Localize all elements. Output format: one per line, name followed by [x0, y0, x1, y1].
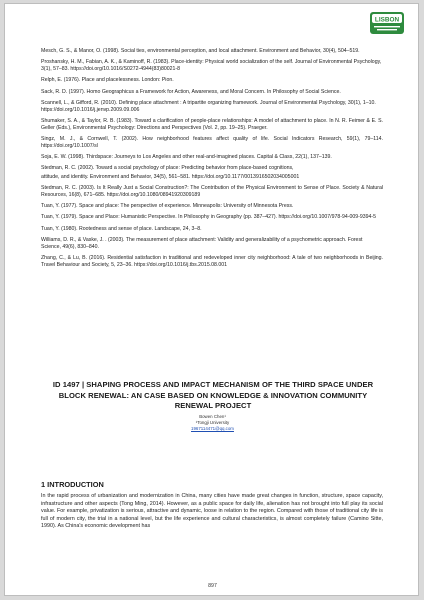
reference-line: attitude, and identity. Environment and Behavior, 34(5), 561–581. https://doi.org/10.1177/0013916502034005001 — [41, 173, 300, 180]
reference-entry: Scannell, L., & Gifford, R. (2010). Defining place attachment : A tripartite organizing framework. Journal of Environmental Psychology, 30(1), 1–10. https://doi.org/10.1016/j.jenvp.2009.09.006 — [41, 99, 376, 113]
author-name: Bowen Chen¹ — [199, 414, 226, 419]
page-number: 897 — [208, 583, 217, 589]
paper-title: ID 1497 | SHAPING PROCESS AND IMPACT MECHANISM OF THE THIRD SPACE UNDER BLOCK RENEWAL: AN CASE BASED ON KNOWLEDGE & INNOVATION COMMUNITY RENEWAL PROJECT — [52, 380, 374, 411]
section-body-text: In the rapid process of urbanization and modernization in China, many cities have made great changes in function, structure, space capacity, infrastructure and other aspects (Tong Ming, 2014). However, as a public space for daily life, alienation has not brought into full play its social value. For example, privatization is serious, attractive and dynamic, loose in relation to the region. Compared with those of traditional city life is full of modern city, the trial in a national level, but the life experience and cultural characteristics, is almost completely failure (Camino Sitte, 1990). As China's economic development has — [41, 493, 383, 530]
reference-entry: Proshansky, H. M., Fabian, A. K., & Kaminoff, R. (1983). Place-identity: Physical world socialization of the self. Journal of Environmental Psychology, 3(1), 57–83. https://doi.org/10.1016/S0272-4944(83)80021-8 — [41, 59, 382, 72]
reference-entry: Williams, D. R., & Vaske, J. . (2003). The measurement of place attachment: Validity and generalizability of a psychometric approach. Forest Science, 49(6), 830–840. — [41, 237, 363, 250]
reference-entry: Tuan, Y. (1977). Space and place: The perspective of experience. Minneapolis: University of Minnesota Press. — [41, 203, 294, 210]
reference-entry — [41, 165, 383, 180]
document-page — [4, 3, 419, 596]
author-email-link[interactable]: 1967114471@qq.com — [191, 425, 234, 431]
conference-logo — [370, 12, 404, 34]
reference-entry: Singz, M. J., & Cornwell, T. (2002). How neighborhood features affect quality of life. Social Indicators Research, 59(1), 79–114. https://doi.org/10.1007/sl — [41, 135, 383, 149]
reference-entry: Shumaker, S. A., & Taylor, R. B. (1983). Toward a clarification of people-place relationships: A model of attachment to place. In N. R. Feimer & E. S. Geller (Eds.), Environmental Psychology: Directions and Perspectives (Vol. 2, pp. 19–25). Praeger. — [41, 117, 383, 131]
reference-entry: Zhang, C., & Lu, B. (2016). Residential satisfaction in traditional and redeveloped inner city neighborhood: A tale of two neighborhoods in Beijing. Travel Behaviour and Society, 5, 23–36. https://doi.org/10.1016/j.tbs.2015.08.001 — [41, 255, 383, 268]
reference-entry: Relph, E. (1976). Place and placelessness. London: Pion. — [41, 77, 174, 84]
reference-line: Stedman, R. C. (2002). Toward a social psychology of place: Predicting behavior from place-based cognitions, — [41, 165, 294, 172]
svg-text:LISBON: LISBON — [374, 16, 400, 24]
reference-list — [41, 48, 383, 273]
author-affiliation: ¹Tongji University — [195, 419, 230, 425]
author-block — [5, 414, 419, 431]
reference-entry: Sack, R. D. (1997). Homo Geographicus a Framework for Action, Awareness, and Moral Concern. In Philosophy of Social Science. — [41, 88, 341, 95]
section-heading: 1 INTRODUCTION — [41, 480, 104, 489]
reference-entry: Stedman, R. C. (2003). Is It Really Just a Social Construction?: The Contribution of the Physical Environment to Sense of Place. Society & Natural Resources, 16(8), 671–685. https://doi.org/10.1080/08941920309189 — [41, 185, 383, 198]
reference-entry: Tuan, Y. (1979). Space and Place: Humanistic Perspective. In Philosophy in Geography (pp. 387–427). https://doi.org/10.1007/978-94-009-9394-5 — [41, 214, 376, 221]
reference-entry: Tuan, Y. (1980). Rootedness and sense of place. Landscape, 24, 3–8. — [41, 225, 202, 232]
reference-entry: Mesch, G. S., & Manor, O. (1998). Social ties, environmental perception, and local attachment. Environment and Behavior, 30(4), 504–519. — [41, 48, 360, 54]
reference-entry: Soja, E. W. (1998). Thirdspace: Journeys to Los Angeles and other real-and-imagined places. Capital & Class, 22(1), 137–139. — [41, 153, 332, 160]
lisbon-logo-icon — [370, 12, 404, 34]
